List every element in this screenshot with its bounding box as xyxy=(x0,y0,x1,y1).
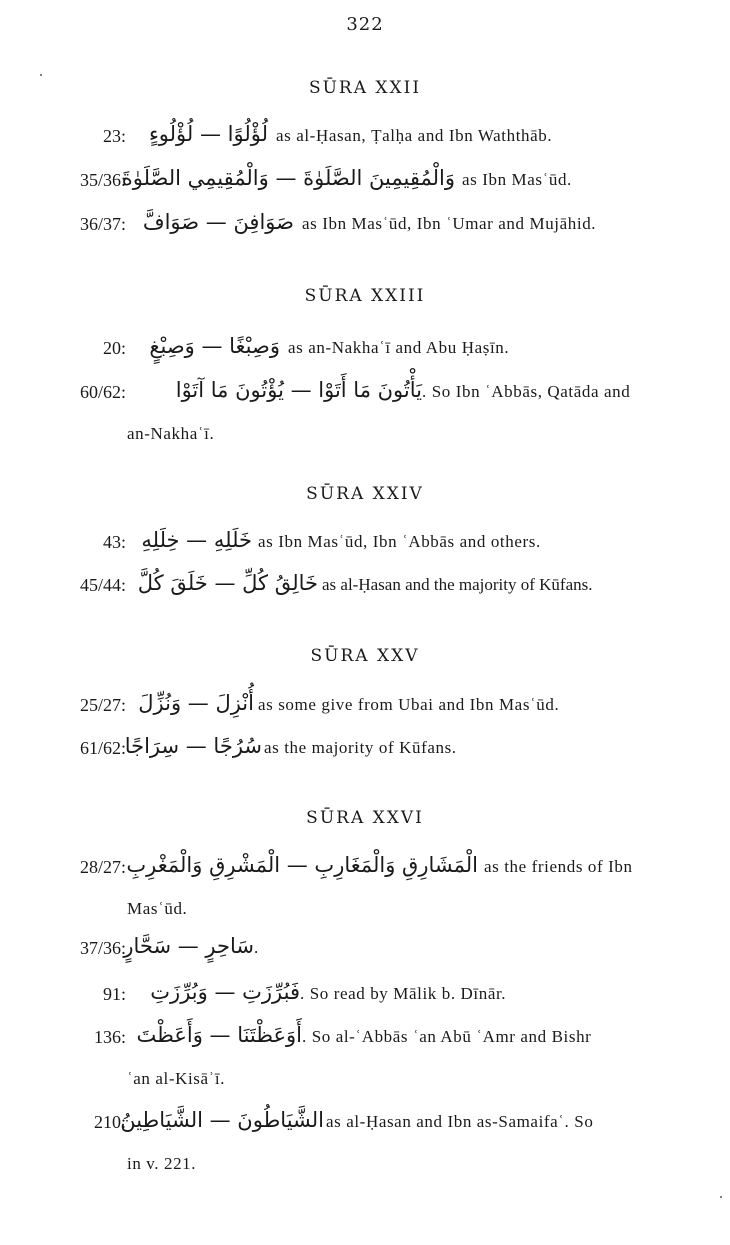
entry-xxiii-60-62 xyxy=(0,378,730,443)
reading-note-continued: an-Nakhaʿī. xyxy=(127,424,215,443)
entry-xxvi-91 xyxy=(0,980,730,1020)
arabic-reading: صَوَافِنَ — صَوَافَّ xyxy=(142,210,294,234)
scan-speck xyxy=(40,74,42,76)
sura-heading-xxiv: SŪRA XXIV xyxy=(306,484,424,504)
arabic-reading: سُرُجًا — سِرَاجًا xyxy=(124,734,262,758)
verse-ref: 91: xyxy=(102,984,126,1004)
scan-speck xyxy=(720,1196,722,1198)
entry-xxvi-136 xyxy=(0,1023,730,1088)
reading-note: as al-Ḥasan and the majority of Kūfans. xyxy=(322,575,593,594)
entry-xxvi-28-27 xyxy=(0,853,730,918)
entry-xxiii-20 xyxy=(0,334,730,374)
entry-xxiv-45-44 xyxy=(0,571,730,611)
sura-heading-xxii: SŪRA XXII xyxy=(308,78,422,98)
verse-ref: 60/62: xyxy=(79,382,126,402)
entry-xxvi-210 xyxy=(0,1108,730,1173)
entry-xxiv-43 xyxy=(0,528,730,568)
arabic-reading: أَوَعَظْتَنَا — وَأَعَظْتَ xyxy=(136,1023,302,1047)
verse-ref: 35/36: xyxy=(79,170,126,190)
arabic-reading: وَالْمُقِيمِينَ الصَّلَوٰةَ — وَالْمُقِيمِي الصَّلَوٰةَ xyxy=(121,166,455,190)
entry-xxii-23 xyxy=(0,122,730,162)
arabic-reading: سَاحِرٍ — سَحَّارٍ xyxy=(123,934,254,958)
sura-heading-xxv: SŪRA XXV xyxy=(310,646,420,666)
arabic-reading: خَالِقُ كُلِّ — خَلَقَ كُلَّ xyxy=(137,571,318,595)
verse-ref: 37/36: xyxy=(79,938,126,958)
sura-heading-xxiii: SŪRA XXIII xyxy=(304,286,426,306)
sura-heading-xxvi: SŪRA XXVI xyxy=(306,808,424,828)
verse-ref: 28/27: xyxy=(79,857,126,877)
arabic-reading: يَأْتُونَ مَا أَتَوْا — يُؤْتُونَ مَا آتَوْا xyxy=(175,378,422,402)
reading-note: . So Ibn ʿAbbās, Qatāda and xyxy=(422,382,631,401)
page-number: 322 xyxy=(346,14,384,35)
reading-note: . xyxy=(254,938,259,957)
reading-note: as al-Ḥasan, Ṭalḥa and Ibn Waththāb. xyxy=(276,126,553,145)
arabic-reading: الشَّيَاطُونَ — الشَّيَاطِينُ xyxy=(120,1108,324,1132)
verse-ref: 43: xyxy=(102,532,126,552)
reading-note: as Ibn Masʿūd, Ibn ʿUmar and Mujāhid. xyxy=(302,214,597,233)
reading-note-continued: Masʿūd. xyxy=(127,899,188,918)
verse-ref: 25/27: xyxy=(79,695,126,715)
verse-ref: 136: xyxy=(93,1027,126,1047)
reading-note-continued: ʿan al-Kisāʾī. xyxy=(127,1069,226,1088)
verse-ref: 45/44: xyxy=(79,575,126,595)
arabic-reading: فَبُرِّزَتِ — وَبُرِّزَتِ xyxy=(150,980,300,1004)
reading-note: as an-Nakhaʿī and Abu Ḥaṣīn. xyxy=(288,338,510,357)
reading-note: as Ibn Masʿūd. xyxy=(462,170,572,189)
entry-xxii-35-36 xyxy=(0,166,730,206)
reading-note: as Ibn Masʿūd, Ibn ʿAbbās and others. xyxy=(258,532,541,551)
entry-xxv-25-27 xyxy=(0,691,730,731)
verse-ref: 36/37: xyxy=(79,214,126,234)
verse-ref: 61/62: xyxy=(79,738,126,758)
reading-note-continued: in v. 221. xyxy=(127,1154,197,1173)
verse-ref: 20: xyxy=(102,338,126,358)
verse-ref: 23: xyxy=(102,126,126,146)
entry-xxv-61-62 xyxy=(0,734,730,774)
arabic-reading: لُؤْلُوًا — لُؤْلُوءٍ xyxy=(148,122,268,146)
verse-ref: 210: xyxy=(93,1112,126,1132)
reading-note: as the majority of Kūfans. xyxy=(264,738,457,757)
arabic-reading: الْمَشَارِقِ وَالْمَغَارِبِ — الْمَشْرِقِ وَالْمَغْرِبِ xyxy=(126,853,478,877)
arabic-reading: أُنْزِلَ — وَنُزِّلَ xyxy=(138,691,254,715)
reading-note: as some give from Ubai and Ibn Masʿūd. xyxy=(258,695,560,714)
reading-note: as the friends of Ibn xyxy=(484,857,633,876)
entry-xxvi-37-36 xyxy=(0,934,730,974)
reading-note: . So read by Mālik b. Dīnār. xyxy=(300,984,507,1003)
reading-note: . So al-ʿAbbās ʿan Abū ʿAmr and Bishr xyxy=(302,1027,592,1046)
arabic-reading: وَصِبْغًا — وَصِبْغٍ xyxy=(149,334,280,358)
entry-xxii-36-37 xyxy=(0,210,730,250)
reading-note: as al-Ḥasan and Ibn as-Samaifaʿ. So xyxy=(326,1112,594,1131)
arabic-reading: خَلَلِهِ — خِلَلِهِ xyxy=(141,528,252,552)
